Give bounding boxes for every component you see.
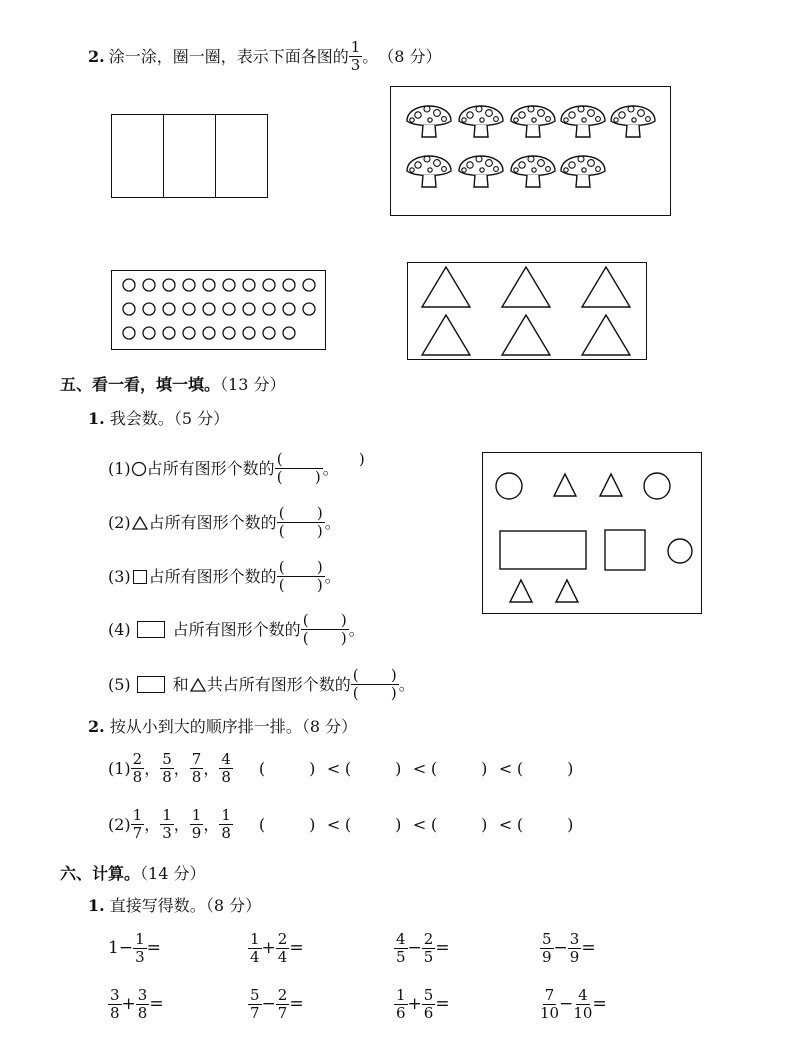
section6-title-text: 六、计算。 — [60, 864, 141, 883]
fraction — [131, 808, 145, 841]
fraction — [160, 808, 174, 841]
triangle-icon[interactable] — [422, 315, 470, 355]
frac-num: 1 — [191, 806, 202, 824]
calc-equals[interactable]: = — [435, 994, 450, 1014]
calc-7 — [394, 988, 450, 1021]
paren-open: ( — [344, 814, 352, 834]
calc-equals[interactable]: = — [146, 938, 161, 958]
calc-operator: + — [407, 994, 422, 1014]
less-than: < — [498, 814, 513, 834]
item-text: 共占所有图形个数的 — [206, 674, 351, 694]
paren-open: ( — [344, 758, 352, 778]
s5q1-heading — [88, 411, 229, 427]
paren-close: ) — [481, 758, 488, 778]
frac-num: 1 — [135, 930, 145, 948]
circle-icon[interactable] — [143, 327, 155, 339]
square-mark-icon — [133, 570, 147, 584]
less-than: < — [412, 758, 427, 778]
frac-num: 4 — [396, 930, 406, 948]
paren-close: ) — [481, 814, 488, 834]
rect-part-3[interactable] — [216, 115, 267, 197]
three-part-rectangle[interactable] — [111, 114, 268, 198]
calc-equals[interactable]: = — [289, 994, 304, 1014]
q2-frac-den: 3 — [350, 56, 361, 74]
frac-den: 9 — [542, 948, 552, 966]
fraction — [394, 932, 408, 965]
rectangle-mark-icon — [137, 621, 165, 638]
item-index: (3) — [108, 566, 131, 586]
blank-close: ) — [316, 576, 323, 594]
section5-title-text: 五、看一看，填一填。 — [60, 375, 221, 394]
s6q1-label: 1. — [88, 896, 105, 915]
calc-equals[interactable]: = — [289, 938, 304, 958]
q2-score: （8 分） — [378, 46, 442, 66]
frac-den: 8 — [221, 768, 231, 786]
blank-open: ( — [352, 684, 359, 702]
paren-open: ( — [258, 814, 266, 834]
count-item-5 — [108, 668, 415, 701]
frac-den: 6 — [423, 1004, 434, 1022]
fraction — [133, 932, 147, 965]
circle-icon[interactable] — [496, 473, 522, 499]
fraction — [276, 932, 290, 965]
triangle-icon[interactable] — [600, 474, 622, 496]
blank-open: ( — [276, 468, 283, 486]
calc-operator: − — [553, 938, 568, 958]
item-index: (1) — [108, 458, 131, 478]
circle-mark-icon — [131, 461, 147, 477]
paren-open: ( — [516, 814, 524, 834]
fraction — [160, 752, 174, 785]
sep: ， — [173, 758, 190, 778]
frac-den: 8 — [191, 768, 202, 786]
blank-close: ) — [316, 558, 323, 576]
sep: ， — [203, 758, 220, 778]
calc-5 — [108, 988, 164, 1021]
frac-num: 5 — [162, 750, 172, 768]
fraction — [540, 932, 554, 965]
frac-den: 4 — [250, 948, 260, 966]
answer-fraction[interactable] — [277, 560, 325, 593]
circle-icon[interactable] — [223, 327, 235, 339]
circle-icon[interactable] — [243, 279, 255, 291]
circle-icon[interactable] — [223, 303, 235, 315]
answer-blank[interactable] — [344, 814, 413, 834]
fraction — [190, 808, 204, 841]
sep: ， — [173, 814, 190, 834]
circle-icon[interactable] — [203, 279, 215, 291]
fraction — [573, 988, 592, 1021]
blank-open: ( — [352, 666, 359, 684]
frac-num: 3 — [137, 986, 148, 1004]
frac-den: 8 — [162, 768, 172, 786]
calc-operand: 1 — [108, 938, 119, 958]
s5q1-text: 我会数。 — [109, 409, 174, 428]
calc-1 — [108, 932, 161, 965]
q2-label: 2. — [88, 46, 105, 66]
calc-6 — [248, 988, 304, 1021]
section5-title — [60, 377, 285, 393]
triangle-icon[interactable] — [554, 474, 576, 496]
circle-icon[interactable] — [283, 303, 295, 315]
mushroom-box — [390, 86, 671, 216]
mushroom-icon[interactable] — [459, 156, 503, 187]
sep: ， — [203, 814, 220, 834]
item-text: 占所有图形个数的 — [172, 619, 301, 639]
fraction — [219, 752, 233, 785]
q2-frac-num: 1 — [350, 38, 361, 56]
answer-blank[interactable] — [258, 814, 327, 834]
triangle-icon[interactable] — [502, 267, 550, 307]
frac-num: 3 — [110, 986, 120, 1004]
sep: ， — [144, 758, 161, 778]
frac-num: 5 — [423, 986, 434, 1004]
triangle-icon[interactable] — [510, 580, 532, 602]
blank-close: ) — [390, 684, 397, 702]
fraction — [248, 988, 262, 1021]
circle-icon[interactable] — [183, 303, 195, 315]
calc-operator: + — [261, 938, 276, 958]
blank-close: ) — [390, 666, 397, 684]
less-than: < — [326, 814, 341, 834]
fraction — [422, 988, 436, 1021]
answer-blank[interactable] — [516, 814, 585, 834]
frac-den: 8 — [137, 1004, 148, 1022]
mushroom-icon[interactable] — [561, 106, 605, 137]
blank-close: ) — [340, 611, 347, 629]
paren-close: ) — [309, 758, 316, 778]
frac-den: 10 — [540, 1004, 560, 1022]
frac-den: 8 — [110, 1004, 120, 1022]
circle-icon[interactable] — [183, 279, 195, 291]
mushroom-icon[interactable] — [511, 156, 555, 187]
fraction — [219, 808, 233, 841]
blank-open: ( — [302, 629, 309, 647]
calc-equals[interactable]: = — [435, 938, 450, 958]
fraction — [422, 932, 436, 965]
s5q2-label: 2. — [88, 717, 105, 736]
paren-open: ( — [516, 758, 524, 778]
frac-num: 1 — [132, 806, 143, 824]
triangle-icon[interactable] — [582, 267, 630, 307]
circle-icon[interactable] — [123, 327, 135, 339]
triangle-grid — [408, 263, 648, 361]
section6-score: （14 分） — [140, 864, 206, 883]
blank-open: ( — [302, 611, 309, 629]
fraction — [568, 932, 582, 965]
frac-num: 2 — [277, 930, 288, 948]
row-index: (2) — [108, 814, 131, 834]
calc-2 — [248, 932, 304, 965]
calc-operator: − — [559, 994, 574, 1014]
fraction — [248, 932, 262, 965]
order-row-2 — [108, 808, 585, 841]
order-row-1 — [108, 752, 585, 785]
circle-icon[interactable] — [283, 279, 295, 291]
circle-icon[interactable] — [223, 279, 235, 291]
sep: ， — [144, 814, 161, 834]
less-than: < — [498, 758, 513, 778]
frac-den: 9 — [569, 948, 580, 966]
blank-close: ) — [316, 522, 323, 540]
fraction — [108, 988, 122, 1021]
item-text: 占所有图形个数的 — [148, 566, 277, 586]
section5-score: （13 分） — [220, 375, 286, 394]
triangle-icon[interactable] — [582, 315, 630, 355]
calc-equals[interactable]: = — [581, 938, 596, 958]
frac-num: 3 — [569, 930, 580, 948]
circle-grid — [112, 271, 327, 351]
count-item-1 — [108, 450, 365, 486]
shape-figure — [483, 453, 703, 615]
circle-icon[interactable] — [303, 279, 315, 291]
square-icon[interactable] — [605, 530, 645, 570]
calc-8 — [540, 988, 607, 1021]
blank-close: ) — [358, 450, 365, 468]
circle-icon[interactable] — [163, 279, 175, 291]
circle-icon[interactable] — [143, 279, 155, 291]
paren-open: ( — [430, 758, 438, 778]
triangle-mark-icon — [189, 677, 207, 693]
frac-num: 4 — [221, 750, 231, 768]
circle-icon[interactable] — [183, 327, 195, 339]
section6-title — [60, 866, 205, 882]
s6q1-heading — [88, 898, 261, 914]
count-item-2 — [108, 506, 341, 539]
s5q2-score: （8 分） — [301, 717, 358, 736]
fraction — [190, 752, 204, 785]
frac-num: 1 — [162, 806, 172, 824]
calc-equals[interactable]: = — [592, 994, 607, 1014]
paren-close: ) — [567, 814, 574, 834]
s6q1-text: 直接写得数。 — [109, 896, 206, 915]
paren-close: ) — [309, 814, 316, 834]
less-than: < — [326, 758, 341, 778]
q2-text: 涂一涂，圈一圈，表示下面各图的 — [108, 46, 349, 66]
rect-part-2[interactable] — [164, 115, 216, 197]
frac-den: 10 — [573, 1004, 593, 1022]
circle-icon[interactable] — [243, 303, 255, 315]
fraction — [276, 988, 290, 1021]
fraction — [136, 988, 150, 1021]
frac-den: 5 — [423, 948, 434, 966]
mushroom-icon[interactable] — [407, 106, 451, 137]
blank-open: ( — [276, 450, 283, 468]
circle-icon[interactable] — [263, 279, 275, 291]
calc-operator: + — [121, 994, 136, 1014]
answer-fraction[interactable] — [277, 506, 325, 539]
circle-icon[interactable] — [263, 303, 275, 315]
circle-icon[interactable] — [644, 473, 670, 499]
rect-part-1[interactable] — [112, 115, 164, 197]
item-period: 。 — [324, 512, 341, 532]
calc-operator: − — [407, 938, 422, 958]
item-index: (2) — [108, 512, 131, 532]
answer-blank[interactable] — [258, 758, 327, 778]
circles-box — [111, 270, 326, 350]
frac-num: 7 — [544, 986, 555, 1004]
item-text: 占所有图形个数的 — [148, 512, 277, 532]
mushroom-icon[interactable] — [561, 156, 605, 187]
blank-open: ( — [278, 522, 285, 540]
frac-den: 3 — [162, 824, 172, 842]
count-item-4 — [108, 613, 365, 646]
frac-num: 4 — [578, 986, 588, 1004]
fraction — [131, 752, 145, 785]
frac-den: 8 — [221, 824, 231, 842]
frac-den: 3 — [135, 948, 145, 966]
calc-operator: − — [118, 938, 134, 958]
blank-close: ) — [316, 504, 323, 522]
frac-den: 7 — [250, 1004, 260, 1022]
circle-icon[interactable] — [668, 539, 692, 563]
q2-fraction — [349, 40, 363, 73]
frac-num: 1 — [396, 986, 406, 1004]
mushroom-group — [391, 87, 672, 217]
paren-open: ( — [430, 814, 438, 834]
mushroom-icon[interactable] — [511, 106, 555, 137]
frac-den: 6 — [396, 1004, 406, 1022]
item-period: 。 — [398, 674, 415, 694]
answer-blank[interactable] — [516, 758, 585, 778]
mushroom-icon[interactable] — [407, 156, 451, 187]
calc-equals[interactable]: = — [149, 994, 164, 1014]
s6q1-score: （8 分） — [205, 896, 262, 915]
item-and: 和 — [172, 674, 189, 694]
blank-open: ( — [278, 576, 285, 594]
fraction — [394, 988, 408, 1021]
frac-num: 2 — [277, 986, 288, 1004]
fraction — [540, 988, 559, 1021]
frac-den: 4 — [277, 948, 288, 966]
triangles-box — [407, 262, 647, 360]
calc-operator: − — [261, 994, 276, 1014]
blank-open: ( — [278, 558, 285, 576]
item-period: 。 — [348, 619, 365, 639]
q2-suffix: 。 — [362, 46, 379, 66]
circle-icon[interactable] — [143, 303, 155, 315]
shape-figure-box — [482, 452, 702, 614]
frac-den: 7 — [277, 1004, 288, 1022]
frac-num: 2 — [132, 750, 143, 768]
row-index: (1) — [108, 758, 131, 778]
mushroom-icon[interactable] — [459, 106, 503, 137]
triangle-mark-icon — [131, 515, 149, 531]
circle-icon[interactable] — [243, 327, 255, 339]
rectangle-mark-icon — [137, 676, 165, 693]
circle-icon[interactable] — [203, 303, 215, 315]
frac-den: 5 — [396, 948, 406, 966]
item-text: 占所有图形个数的 — [146, 458, 275, 478]
frac-num: 1 — [221, 806, 231, 824]
q2-heading — [88, 40, 442, 73]
blank-close: ) — [340, 629, 347, 647]
paren-close: ) — [395, 814, 402, 834]
circle-icon[interactable] — [163, 327, 175, 339]
answer-blank[interactable] — [344, 758, 413, 778]
frac-den: 7 — [132, 824, 143, 842]
less-than: < — [412, 814, 427, 834]
answer-fraction[interactable] — [301, 613, 349, 646]
frac-num: 1 — [250, 930, 260, 948]
triangle-icon[interactable] — [556, 580, 578, 602]
s5q2-text: 按从小到大的顺序排一排。 — [109, 717, 302, 736]
triangle-icon[interactable] — [422, 267, 470, 307]
item-index: (5) — [108, 674, 131, 694]
frac-den: 9 — [191, 824, 202, 842]
frac-num: 5 — [542, 930, 552, 948]
answer-fraction[interactable] — [275, 450, 365, 486]
paren-open: ( — [258, 758, 266, 778]
frac-num: 7 — [191, 750, 202, 768]
answer-blank[interactable] — [430, 758, 499, 778]
answer-blank[interactable] — [430, 814, 499, 834]
paren-close: ) — [567, 758, 574, 778]
rectangle-icon[interactable] — [500, 531, 586, 569]
circle-icon[interactable] — [123, 279, 135, 291]
circle-icon[interactable] — [303, 303, 315, 315]
frac-num: 2 — [423, 930, 434, 948]
circle-icon[interactable] — [123, 303, 135, 315]
circle-icon[interactable] — [203, 327, 215, 339]
calc-4 — [540, 932, 596, 965]
s5q1-label: 1. — [88, 409, 105, 428]
blank-close: ) — [314, 468, 321, 486]
blank-open: ( — [278, 504, 285, 522]
triangle-icon[interactable] — [502, 315, 550, 355]
item-period: 。 — [324, 566, 341, 586]
count-item-3 — [108, 560, 341, 593]
circle-icon[interactable] — [283, 327, 295, 339]
answer-fraction[interactable] — [351, 668, 399, 701]
calc-3 — [394, 932, 450, 965]
frac-num: 5 — [250, 986, 260, 1004]
item-period: 。 — [322, 458, 339, 478]
s5q2-heading — [88, 719, 357, 735]
paren-close: ) — [395, 758, 402, 778]
circle-icon[interactable] — [163, 303, 175, 315]
mushroom-icon[interactable] — [611, 106, 655, 137]
circle-icon[interactable] — [263, 327, 275, 339]
s5q1-score: （5 分） — [173, 409, 230, 428]
item-index: (4) — [108, 619, 131, 639]
frac-den: 8 — [132, 768, 143, 786]
